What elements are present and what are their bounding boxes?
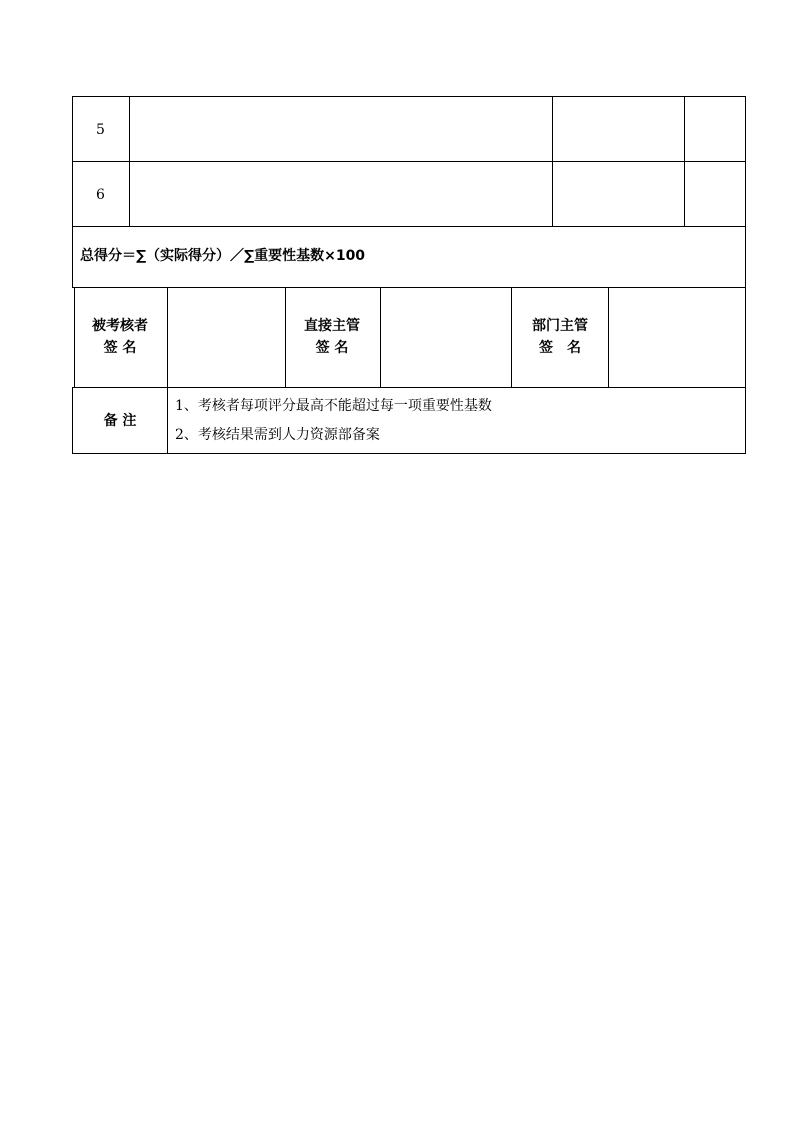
row-5-score-a-cell: [552, 96, 685, 162]
assessee-label-cell: [74, 287, 168, 388]
row-5-number: 5: [96, 122, 105, 138]
supervisor-label-cell: [285, 287, 381, 388]
row-5-score-b-cell: [684, 96, 746, 162]
total-formula: 总得分＝∑（实际得分）／∑重要性基数×100: [80, 248, 366, 264]
dept-label-line1: 部门主管: [532, 318, 588, 334]
row-6-content-cell: [129, 161, 553, 227]
row-6-score-a-cell: [552, 161, 685, 227]
remarks-label: 备 注: [103, 413, 137, 429]
assessee-label-line2: 签 名: [103, 340, 137, 356]
remarks-note-1: 1、考核者每项评分最高不能超过每一项重要性基数: [175, 398, 492, 414]
dept-label-cell: [511, 287, 609, 388]
assessee-sign-cell: [167, 287, 286, 388]
row-6-score-b-cell: [684, 161, 746, 227]
supervisor-label-line2: 签 名: [315, 340, 349, 356]
dept-sign-cell: [608, 287, 746, 388]
supervisor-label-line1: 直接主管: [304, 318, 360, 334]
supervisor-sign-cell: [380, 287, 512, 388]
row-6-number: 6: [96, 187, 105, 203]
assessee-label-line1: 被考核者: [92, 318, 148, 334]
remarks-note-2: 2、考核结果需到人力资源部备案: [175, 427, 380, 443]
dept-label-line2: 签 名: [539, 340, 581, 356]
row-5-content-cell: [129, 96, 553, 162]
